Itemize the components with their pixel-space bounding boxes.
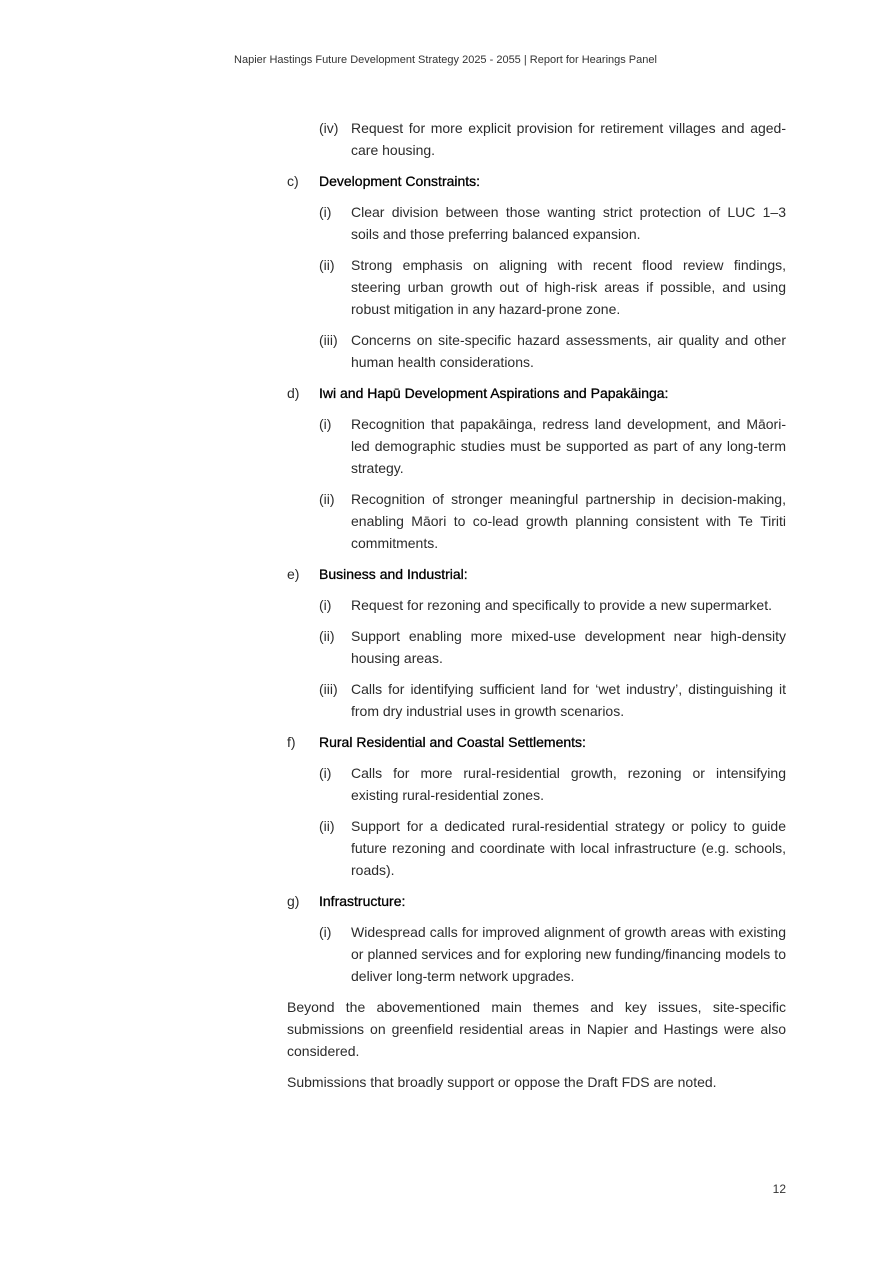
list-item-label: (i) xyxy=(319,765,332,781)
section-title: Development Constraints: xyxy=(319,173,481,189)
section-label: d) xyxy=(287,385,300,401)
list-item-label: (i) xyxy=(319,597,332,613)
section-heading xyxy=(287,382,786,404)
list-item-label: (ii) xyxy=(319,818,335,834)
section-label: g) xyxy=(287,893,300,909)
list-item xyxy=(319,762,786,806)
list-item-label: (ii) xyxy=(319,491,335,507)
list-item-label: (i) xyxy=(319,924,332,940)
list-item xyxy=(319,921,786,987)
list-item xyxy=(319,254,786,320)
list-item xyxy=(319,329,786,373)
list-item-text: Strong emphasis on aligning with recent flood review findings, steering urban growth out of high-risk areas if possible, and using robust mitigation in any hazard-prone zone. xyxy=(351,257,786,317)
list-item-text: Request for rezoning and specifically to provide a new supermarket. xyxy=(351,597,772,613)
list-item xyxy=(319,201,786,245)
section-title: Iwi and Hapū Development Aspirations and Papakāinga: xyxy=(319,385,669,401)
page-header: Napier Hastings Future Development Strategy 2025 - 2055 | Report for Hearings Panel xyxy=(234,54,657,66)
list-item-text: Calls for identifying sufficient land for ‘wet industry’, distinguishing it from dry industrial uses in growth scenarios. xyxy=(351,681,786,719)
section-label: c) xyxy=(287,173,299,189)
list-item-text: Clear division between those wanting strict protection of LUC 1–3 soils and those preferring balanced expansion. xyxy=(351,204,786,242)
list-item-text: Support for a dedicated rural-residential strategy or policy to guide future rezoning and coordinate with local infrastructure (e.g. schools, roads). xyxy=(351,818,786,878)
list-item-label: (ii) xyxy=(319,257,335,273)
list-item-label: (iii) xyxy=(319,332,338,348)
list-item-text: Recognition that papakāinga, redress land development, and Māori-led demographic studies must be supported as part of any long-term strategy. xyxy=(351,416,786,476)
list-item xyxy=(319,594,786,616)
list-item-label: (ii) xyxy=(319,628,335,644)
section-title: Business and Industrial: xyxy=(319,566,468,582)
section-heading xyxy=(287,170,786,192)
section-title: Rural Residential and Coastal Settlements: xyxy=(319,734,586,750)
list-item-text: Support enabling more mixed-use development near high-density housing areas. xyxy=(351,628,786,666)
list-item-text: Recognition of stronger meaningful partnership in decision-making, enabling Māori to co-lead growth planning consistent with Te Tiriti commitments. xyxy=(351,491,786,551)
list-item-label: (i) xyxy=(319,416,332,432)
list-item-text: Request for more explicit provision for retirement villages and aged-care housing. xyxy=(351,120,786,158)
section-title: Infrastructure: xyxy=(319,893,406,909)
section-heading xyxy=(287,731,786,753)
list-item-label: (i) xyxy=(319,204,332,220)
list-item xyxy=(319,625,786,669)
list-item-text: Concerns on site-specific hazard assessments, air quality and other human health considerations. xyxy=(351,332,786,370)
list-item xyxy=(319,413,786,479)
list-item-label: (iii) xyxy=(319,681,338,697)
list-item xyxy=(319,815,786,881)
list-item xyxy=(319,117,786,161)
body-paragraph: Submissions that broadly support or oppose the Draft FDS are noted. xyxy=(287,1074,717,1090)
list-item-text: Widespread calls for improved alignment of growth areas with existing or planned services and for exploring new funding/financing models to deliver long-term network upgrades. xyxy=(351,924,786,984)
page-number: 12 xyxy=(772,1182,786,1196)
body-paragraph: Beyond the abovementioned main themes and key issues, site-specific submissions on greenfield residential areas in Napier and Hastings were also considered. xyxy=(287,999,786,1059)
list-item-label: (iv) xyxy=(319,120,339,136)
section-heading xyxy=(287,890,786,912)
list-item xyxy=(319,678,786,722)
list-item-text: Calls for more rural-residential growth, rezoning or intensifying existing rural-residential zones. xyxy=(351,765,786,803)
section-label: e) xyxy=(287,566,300,582)
section-heading xyxy=(287,563,786,585)
document-body xyxy=(287,117,786,1102)
section-label: f) xyxy=(287,734,296,750)
list-item xyxy=(319,488,786,554)
